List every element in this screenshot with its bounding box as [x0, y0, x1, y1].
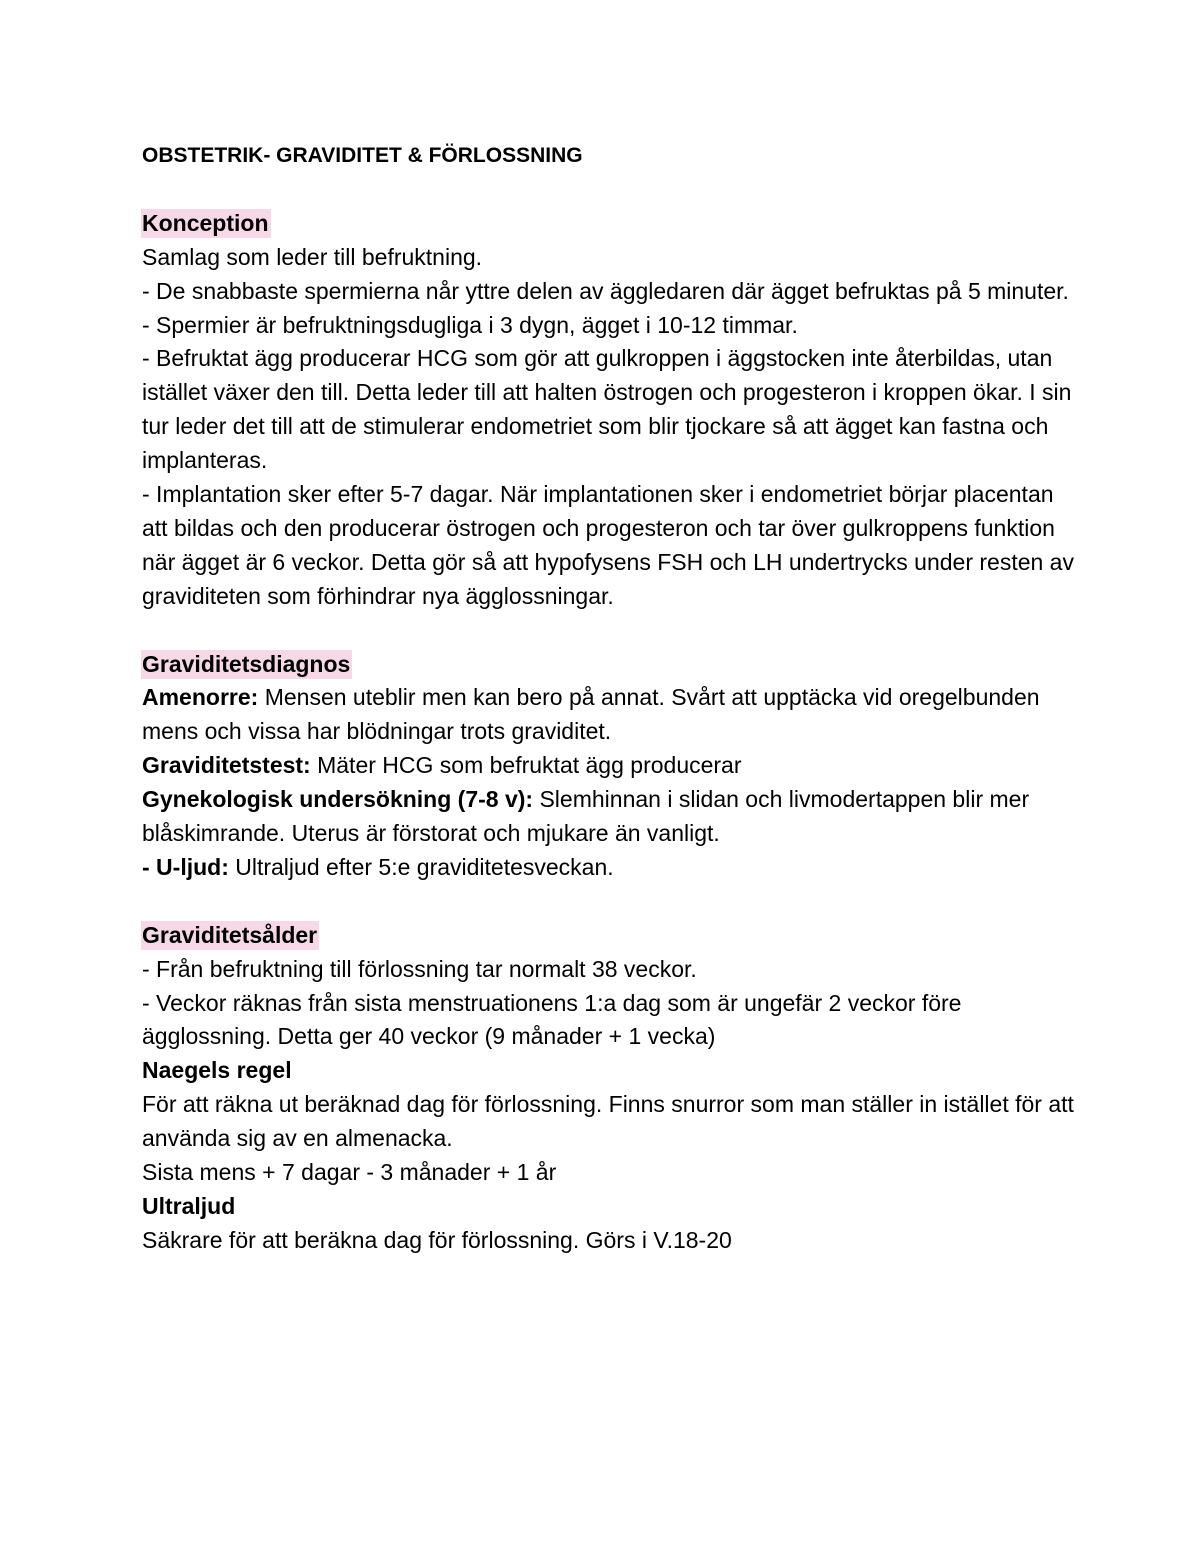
naegels-regel-formula: Sista mens + 7 dagar - 3 månader + 1 år — [142, 1159, 557, 1186]
graviditetsalder-paragraph-2: - Veckor räknas från sista menstruationens 1:a dag som är ungefär 2 veckor före ägglossning. Detta ger 40 veckor (9 månader + 1 vecka) — [142, 989, 962, 1050]
document-title: OBSTETRIK- GRAVIDITET & FÖRLOSSNING — [142, 144, 583, 167]
konception-paragraph-3: - Befruktat ägg producerar HCG som gör att gulkroppen i äggstocken inte återbildas, utan istället växer den till. Detta leder till att halten östrogen och progesteron i kroppen ökar. I sin tur leder det till att de stimulerar endometriet som blir tjockare så att ägget kan fastna och implanteras. — [142, 345, 1072, 474]
gynekologisk-paragraph — [142, 783, 1082, 851]
document-body — [142, 139, 1082, 1258]
blank-line — [142, 614, 1082, 648]
graviditetsalder-heading-line — [142, 919, 1082, 953]
graviditetstest-text: Mäter HCG som befruktat ägg producerar — [310, 752, 742, 779]
gynekologisk-text: Slemhinnan i slidan och livmodertappen blir mer blåskimrande. Uterus är förstorat och mjukare än vanligt. — [142, 786, 1030, 847]
graviditetsdiagnos-heading: Graviditetsdiagnos — [142, 650, 351, 677]
konception-heading: Konception — [142, 209, 269, 236]
konception-intro: Samlag som leder till befruktning. — [142, 243, 483, 270]
uljud-label: - U-ljud: — [142, 853, 229, 880]
graviditetstest-paragraph — [142, 749, 1082, 783]
konception-paragraph-2: - Spermier är befruktningsdugliga i 3 dygn, ägget i 10-12 timmar. — [142, 311, 798, 338]
amenorre-text: Mensen uteblir men kan bero på annat. Svårt att upptäcka vid oregelbunden mens och vissa har blödningar trots graviditet. — [142, 684, 1040, 745]
uljud-paragraph — [142, 851, 1082, 885]
amenorre-paragraph — [142, 681, 1082, 749]
ultraljud-heading: Ultraljud — [142, 1193, 236, 1219]
graviditetstest-label: Graviditetstest: — [142, 752, 311, 779]
uljud-text: Ultraljud efter 5:e graviditetesveckan. — [228, 853, 614, 880]
blank-line — [142, 173, 1082, 207]
naegels-regel-paragraph-1: För att räkna ut beräknad dag för förlossning. Finns snurror som man ställer in istället för att använda sig av en almenacka. — [142, 1091, 1074, 1152]
blank-line — [142, 885, 1082, 919]
konception-paragraph-1: - De snabbaste spermierna når yttre delen av äggledaren där ägget befruktas på 5 minuter. — [142, 277, 1069, 304]
konception-heading-line — [142, 207, 1082, 241]
graviditetsalder-heading: Graviditetsålder — [142, 921, 318, 948]
amenorre-label: Amenorre: — [142, 684, 259, 711]
naegels-regel-heading: Naegels regel — [142, 1057, 292, 1084]
graviditetsdiagnos-heading-line — [142, 648, 1082, 682]
ultraljud-paragraph: Säkrare för att beräkna dag för förlossning. Görs i V.18-20 — [142, 1226, 732, 1253]
konception-paragraph-4: - Implantation sker efter 5-7 dagar. När implantationen sker i endometriet börjar placentan att bildas och den producerar östrogen och progesteron och tar över gulkroppens funktion när ägget är 6 veckor. Detta gör så att hypofysens FSH och LH undertrycks under resten av graviditeten som förhindrar nya ägglossningar. — [142, 481, 1074, 609]
gynekologisk-label: Gynekologisk undersökning (7-8 v): — [142, 786, 534, 813]
graviditetsalder-paragraph-1: - Från befruktning till förlossning tar normalt 38 veckor. — [142, 955, 697, 982]
